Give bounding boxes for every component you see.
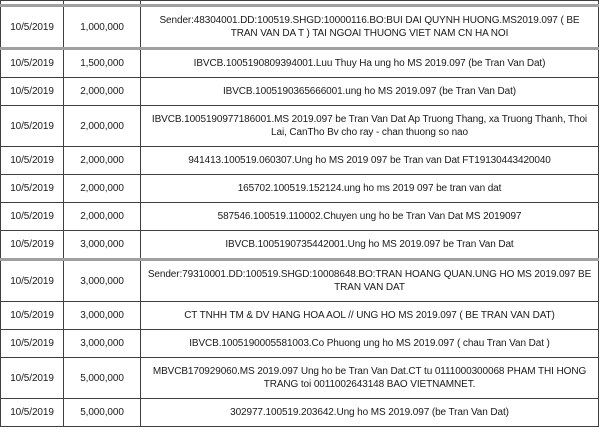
table-row [1,106,599,147]
amount-cell: 1,500,000 [64,49,141,78]
description-cell: IBVCB.1005190977186001.MS 2019.097 be Tran Van Dat Ap Truong Thang, xa Truong Thanh, Thoi Lai, CanTho Bv cho ray - chan thuong so nao [141,106,599,147]
description-cell: IBVCB.1005190735442001.Ung ho MS 2019.097 be Tran Van Dat [141,231,599,260]
amount-cell: 5,000,000 [64,399,141,427]
table-row [1,399,599,427]
date-cell: 10/5/2019 [1,302,64,330]
amount-cell: 1,000,000 [64,6,141,49]
date-cell: 10/5/2019 [1,399,64,427]
amount-cell: 2,000,000 [64,106,141,147]
amount-cell: 3,000,000 [64,330,141,358]
date-cell: 10/5/2019 [1,358,64,399]
date-cell: 10/5/2019 [1,175,64,203]
description-cell: 941413.100519.060307.Ung ho MS 2019 097 be Tran van Dat FT19130443420040 [141,147,599,175]
description-cell: IBVCB.1005190809394001.Luu Thuy Ha ung ho MS 2019.097 (be Tran Van Dat) [141,49,599,78]
amount-cell: 2,000,000 [64,175,141,203]
description-cell: IBVCB.1005190365666001.ung ho MS 2019.097 (be Tran Van Dat) [141,78,599,106]
description-cell: 165702.100519.152124.ung ho ms 2019 097 be tran van dat [141,175,599,203]
amount-cell: 3,000,000 [64,260,141,302]
date-cell: 10/5/2019 [1,49,64,78]
description-cell: CT TNHH TM & DV HANG HOA AOL // UNG HO MS 2019.097 ( BE TRAN VAN DAT) [141,302,599,330]
date-cell: 10/5/2019 [1,330,64,358]
table-row [1,175,599,203]
table-row [1,231,599,260]
table-row [1,203,599,231]
table-row [1,78,599,106]
table-row [1,260,599,302]
amount-cell: 3,000,000 [64,231,141,260]
table-row [1,49,599,78]
table-row [1,6,599,49]
transactions-body [1,1,599,427]
description-cell: 587546.100519.110002.Chuyen ung ho be Tran Van Dat MS 2019097 [141,203,599,231]
amount-cell: 3,000,000 [64,302,141,330]
description-cell: MBVCB170929060.MS 2019.097 Ung ho be Tran Van Dat.CT tu 0111000300068 PHAM THI HONG TRANG toi 0011002643148 BAO VIETNAMNET. [141,358,599,399]
table-row [1,302,599,330]
amount-cell: 2,000,000 [64,147,141,175]
description-cell: Sender:48304001.DD:100519.SHGD:10000116.BO:BUI DAI QUYNH HUONG.MS2019.097 ( BE TRAN VAN DA T ) TAI NGOAI THUONG VIET NAM CN HA NOI [141,6,599,49]
date-cell: 10/5/2019 [1,78,64,106]
description-cell: IBVCB.1005190005581003.Co Phuong ung ho MS 2019.097 ( chau Tran Van Dat ) [141,330,599,358]
amount-cell: 2,000,000 [64,203,141,231]
description-cell: Sender:79310001.DD:100519.SHGD:10008648.BO:TRAN HOANG QUAN.UNG HO MS 2019.097 BE TRAN VAN DAT [141,260,599,302]
date-cell: 10/5/2019 [1,106,64,147]
amount-cell: 5,000,000 [64,358,141,399]
table-row [1,330,599,358]
date-cell: 10/5/2019 [1,147,64,175]
table-row [1,147,599,175]
table-row [1,358,599,399]
date-cell: 10/5/2019 [1,203,64,231]
amount-cell: 2,000,000 [64,78,141,106]
date-cell: 10/5/2019 [1,260,64,302]
description-cell: 302977.100519.203642.Ung ho MS 2019.097 (be Tran Van Dat) [141,399,599,427]
date-cell: 10/5/2019 [1,231,64,260]
date-cell: 10/5/2019 [1,6,64,49]
